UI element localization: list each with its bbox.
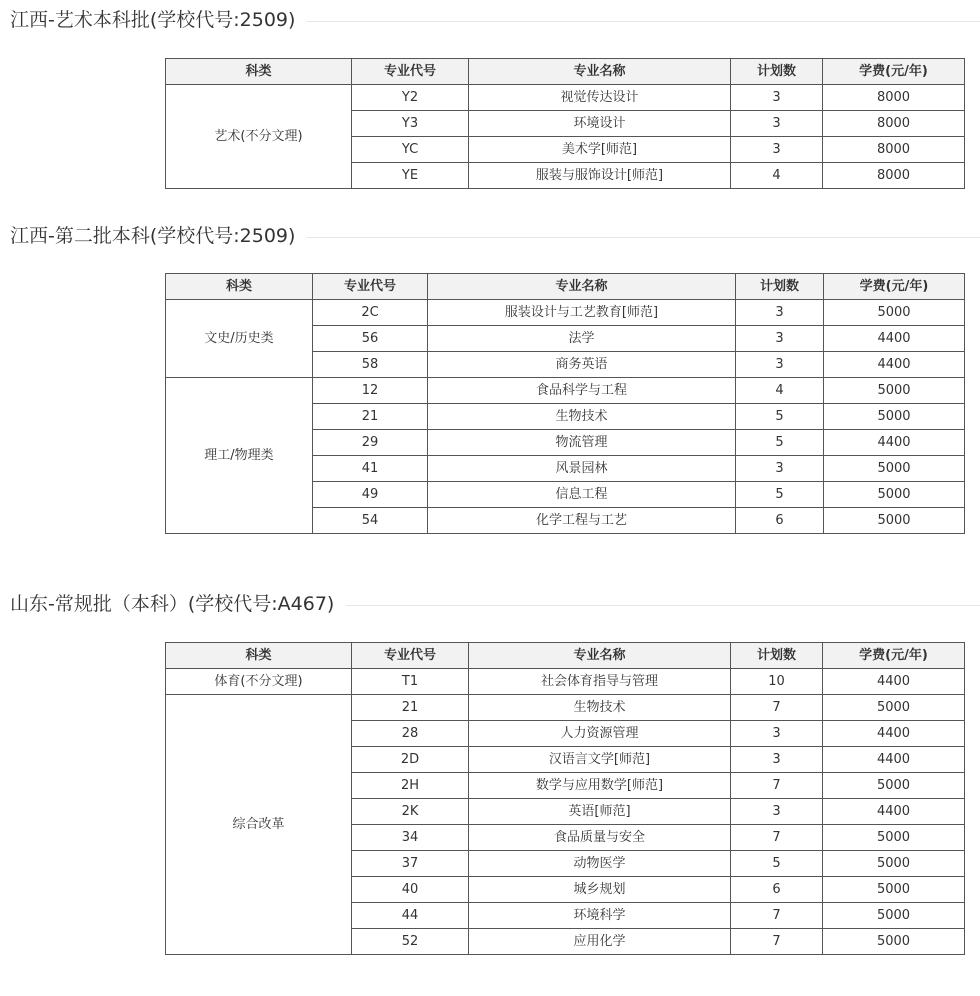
section-title: 江西-艺术本科批(学校代号:2509) (10, 9, 296, 31)
plan-count-cell: 3 (731, 137, 823, 163)
category-cell: 综合改革 (166, 695, 352, 955)
category-cell: 艺术(不分文理) (166, 85, 352, 189)
major-code-cell: T1 (352, 669, 469, 695)
section-title: 山东-常规批（本科）(学校代号:A467) (10, 593, 335, 615)
tuition-cell: 8000 (823, 85, 965, 111)
table-row (166, 669, 965, 695)
tuition-cell: 4400 (824, 352, 965, 378)
major-code-cell: YC (352, 137, 469, 163)
plan-count-cell: 3 (736, 300, 824, 326)
tuition-cell: 8000 (823, 163, 965, 189)
header-major-code: 专业代号 (313, 274, 428, 300)
plan-count-cell: 3 (731, 85, 823, 111)
major-name-cell: 服装与服饰设计[师范] (469, 163, 731, 189)
tuition-cell: 5000 (824, 300, 965, 326)
section-header (10, 222, 980, 250)
tuition-cell: 5000 (823, 929, 965, 955)
header-category: 科类 (166, 59, 352, 85)
major-name-cell: 食品科学与工程 (428, 378, 736, 404)
plan-count-cell: 5 (736, 430, 824, 456)
major-name-cell: 视觉传达设计 (469, 85, 731, 111)
tuition-cell: 5000 (824, 404, 965, 430)
tuition-cell: 4400 (823, 799, 965, 825)
header-tuition: 学费(元/年) (824, 274, 965, 300)
major-code-cell: 2C (313, 300, 428, 326)
tuition-cell: 4400 (823, 721, 965, 747)
plan-count-cell: 4 (731, 163, 823, 189)
major-name-cell: 食品质量与安全 (469, 825, 731, 851)
major-name-cell: 服装设计与工艺教育[师范] (428, 300, 736, 326)
major-name-cell: 英语[师范] (469, 799, 731, 825)
tuition-cell: 5000 (823, 773, 965, 799)
header-plan-count: 计划数 (731, 59, 823, 85)
major-name-cell: 动物医学 (469, 851, 731, 877)
header-category: 科类 (166, 643, 352, 669)
plan-count-cell: 3 (736, 326, 824, 352)
tuition-cell: 4400 (824, 430, 965, 456)
plan-count-cell: 3 (736, 456, 824, 482)
major-name-cell: 生物技术 (428, 404, 736, 430)
major-name-cell: 社会体育指导与管理 (469, 669, 731, 695)
header-tuition: 学费(元/年) (823, 59, 965, 85)
section-title: 江西-第二批本科(学校代号:2509) (10, 225, 296, 247)
major-code-cell: 56 (313, 326, 428, 352)
major-name-cell: 生物技术 (469, 695, 731, 721)
major-name-cell: 美术学[师范] (469, 137, 731, 163)
table-row (166, 300, 965, 326)
major-code-cell: 21 (313, 404, 428, 430)
table-header-row (166, 274, 965, 300)
plan-count-cell: 6 (731, 877, 823, 903)
major-code-cell: 34 (352, 825, 469, 851)
plan-count-cell: 5 (736, 482, 824, 508)
major-code-cell: 52 (352, 929, 469, 955)
plan-count-cell: 7 (731, 825, 823, 851)
table-row (166, 85, 965, 111)
enrollment-plan-table (165, 642, 965, 955)
tuition-cell: 8000 (823, 111, 965, 137)
major-name-cell: 应用化学 (469, 929, 731, 955)
tuition-cell: 5000 (824, 378, 965, 404)
category-cell: 文史/历史类 (166, 300, 313, 378)
plan-count-cell: 7 (731, 929, 823, 955)
major-name-cell: 物流管理 (428, 430, 736, 456)
plan-count-cell: 3 (731, 747, 823, 773)
major-code-cell: YE (352, 163, 469, 189)
header-tuition: 学费(元/年) (823, 643, 965, 669)
major-name-cell: 化学工程与工艺 (428, 508, 736, 534)
plan-count-cell: 4 (736, 378, 824, 404)
section-divider (307, 21, 980, 22)
table-row (166, 378, 965, 404)
major-code-cell: Y2 (352, 85, 469, 111)
major-code-cell: 41 (313, 456, 428, 482)
plan-count-cell: 7 (731, 773, 823, 799)
table-header-row (166, 643, 965, 669)
tuition-cell: 5000 (823, 695, 965, 721)
tuition-cell: 4400 (823, 669, 965, 695)
major-name-cell: 城乡规划 (469, 877, 731, 903)
plan-count-cell: 6 (736, 508, 824, 534)
section-header (10, 590, 980, 618)
major-name-cell: 环境科学 (469, 903, 731, 929)
header-major-name: 专业名称 (428, 274, 736, 300)
header-plan-count: 计划数 (731, 643, 823, 669)
plan-count-cell: 3 (731, 721, 823, 747)
header-major-name: 专业名称 (469, 643, 731, 669)
major-name-cell: 法学 (428, 326, 736, 352)
header-major-name: 专业名称 (469, 59, 731, 85)
section-divider (346, 605, 980, 606)
major-code-cell: 49 (313, 482, 428, 508)
header-major-code: 专业代号 (352, 59, 469, 85)
enrollment-plan-table (165, 273, 965, 534)
major-name-cell: 汉语言文学[师范] (469, 747, 731, 773)
major-name-cell: 商务英语 (428, 352, 736, 378)
tuition-cell: 4400 (824, 326, 965, 352)
tuition-cell: 5000 (823, 877, 965, 903)
header-plan-count: 计划数 (736, 274, 824, 300)
header-major-code: 专业代号 (352, 643, 469, 669)
plan-count-cell: 5 (736, 404, 824, 430)
header-category: 科类 (166, 274, 313, 300)
plan-count-cell: 5 (731, 851, 823, 877)
category-cell: 体育(不分文理) (166, 669, 352, 695)
plan-count-cell: 7 (731, 695, 823, 721)
major-code-cell: 12 (313, 378, 428, 404)
category-cell: 理工/物理类 (166, 378, 313, 534)
major-name-cell: 风景园林 (428, 456, 736, 482)
major-code-cell: 44 (352, 903, 469, 929)
plan-count-cell: 7 (731, 903, 823, 929)
major-code-cell: 2H (352, 773, 469, 799)
major-code-cell: 29 (313, 430, 428, 456)
major-code-cell: 21 (352, 695, 469, 721)
section-header (10, 6, 980, 34)
enrollment-plan-table (165, 58, 965, 189)
major-code-cell: 40 (352, 877, 469, 903)
major-code-cell: Y3 (352, 111, 469, 137)
major-code-cell: 28 (352, 721, 469, 747)
major-name-cell: 数学与应用数学[师范] (469, 773, 731, 799)
plan-count-cell: 3 (731, 799, 823, 825)
major-code-cell: 37 (352, 851, 469, 877)
major-code-cell: 54 (313, 508, 428, 534)
major-code-cell: 2D (352, 747, 469, 773)
section-divider (307, 237, 980, 238)
plan-count-cell: 3 (731, 111, 823, 137)
major-code-cell: 2K (352, 799, 469, 825)
tuition-cell: 5000 (823, 825, 965, 851)
major-name-cell: 人力资源管理 (469, 721, 731, 747)
major-code-cell: 58 (313, 352, 428, 378)
plan-count-cell: 3 (736, 352, 824, 378)
tuition-cell: 8000 (823, 137, 965, 163)
tuition-cell: 5000 (824, 456, 965, 482)
major-name-cell: 信息工程 (428, 482, 736, 508)
table-row (166, 695, 965, 721)
tuition-cell: 5000 (824, 508, 965, 534)
major-name-cell: 环境设计 (469, 111, 731, 137)
plan-count-cell: 10 (731, 669, 823, 695)
tuition-cell: 4400 (823, 747, 965, 773)
tuition-cell: 5000 (824, 482, 965, 508)
tuition-cell: 5000 (823, 903, 965, 929)
tuition-cell: 5000 (823, 851, 965, 877)
table-header-row (166, 59, 965, 85)
